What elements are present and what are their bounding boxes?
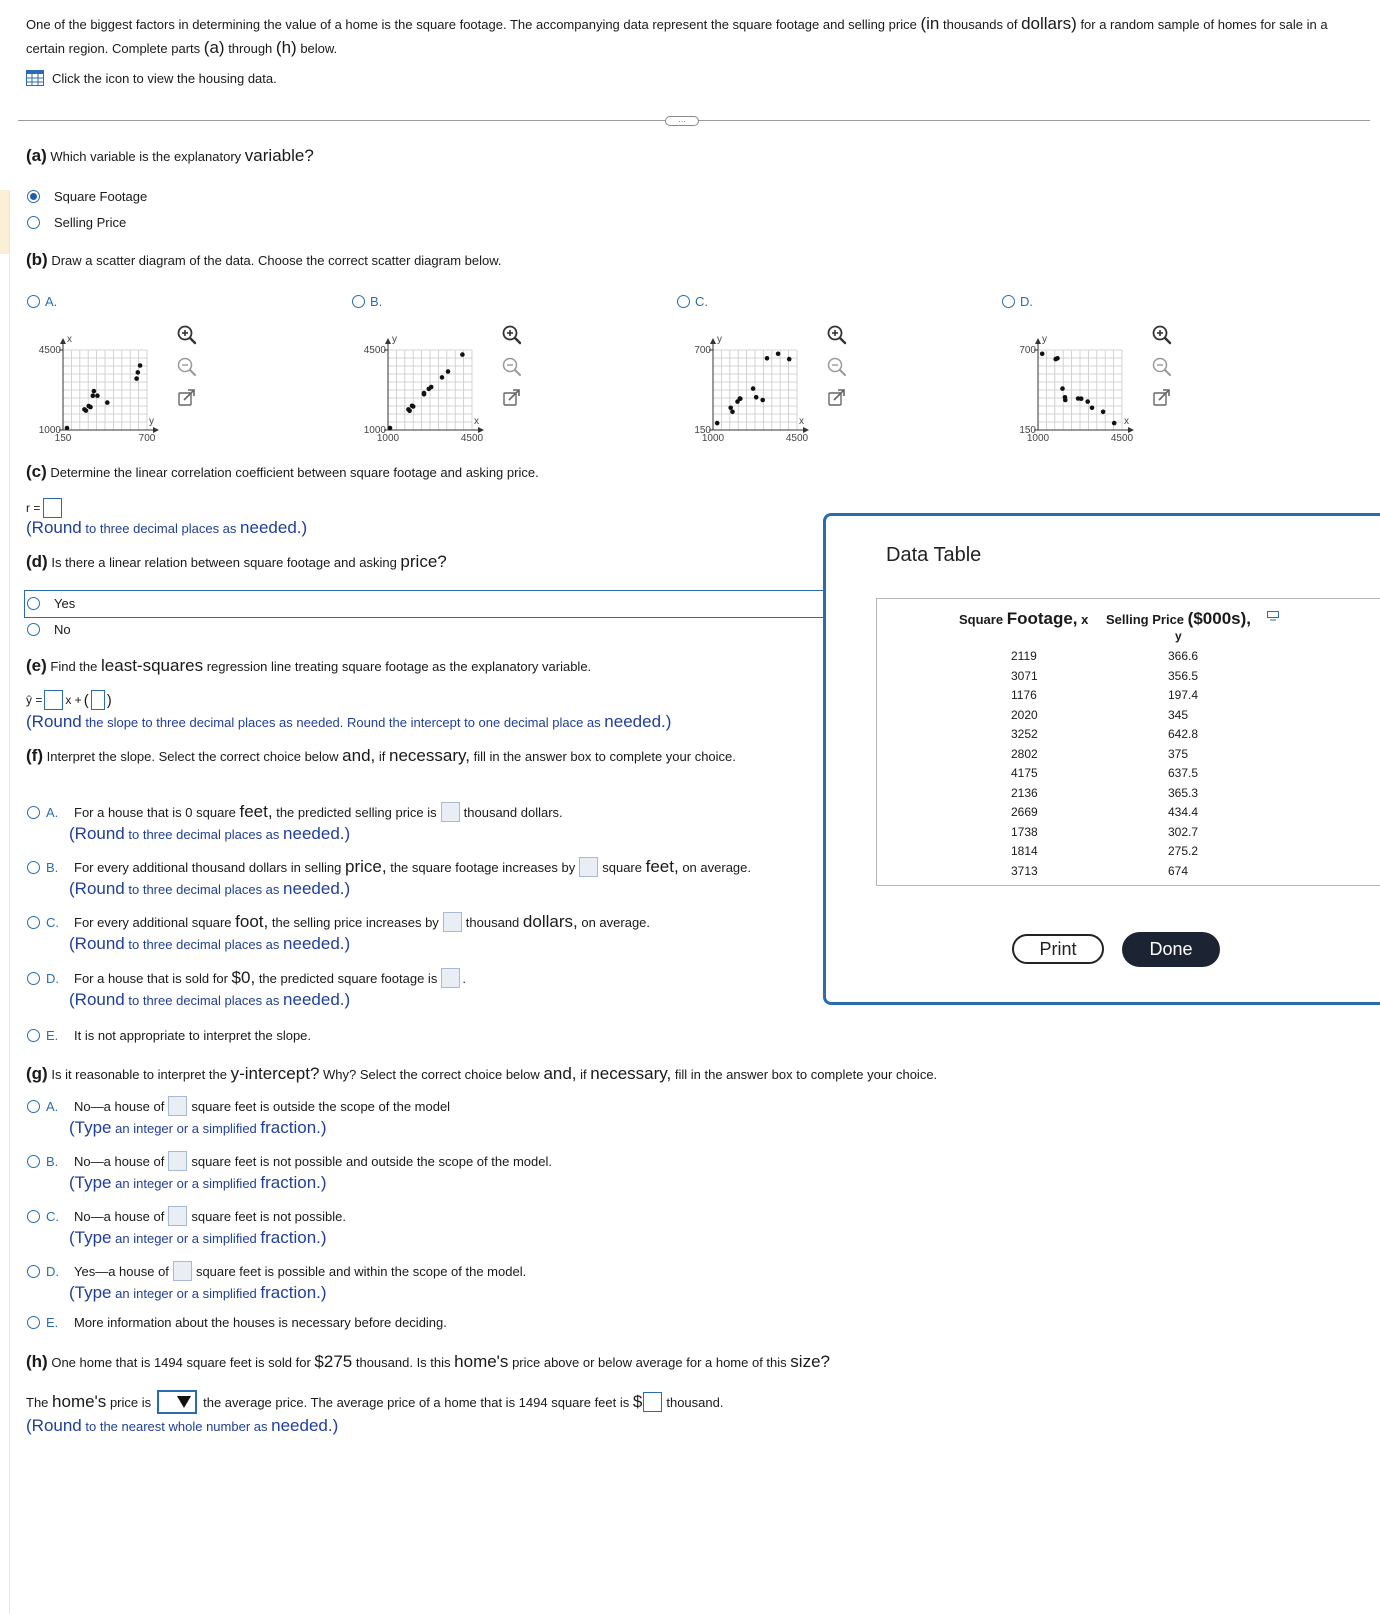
intercept-input[interactable] [91,690,105,710]
scatter-plot-b [352,312,502,452]
part-d-options [27,591,75,641]
radio-button[interactable] [27,216,40,229]
data-point [776,352,781,357]
part-f-option-c[interactable] [27,912,650,932]
option-text: square feet is possible and within the scope of the model. [195,1263,527,1279]
radio-button[interactable] [27,916,40,929]
radio-button[interactable] [27,1265,40,1278]
y-axis-label: y [717,334,722,345]
option-text: No—a house of [74,1098,165,1114]
radio-button[interactable] [27,806,40,819]
option-letter: C. [695,294,708,309]
x-tick-label: 1000 [701,433,725,444]
part-g-a-hint: (Type an integer or a simplified fraction.) [69,1118,327,1137]
option-text: the predicted square footage is [258,970,438,986]
cell-square-footage: 2119 [1011,649,1037,663]
cell-selling-price: 674 [1168,863,1189,878]
data-point [1040,352,1045,357]
yhat-label: ŷ = [26,693,43,707]
option-text: feet, [645,857,679,876]
radio-button[interactable] [27,597,40,610]
radio-button[interactable] [27,1155,40,1168]
option-c-input[interactable] [168,1206,187,1226]
y-axis-arrow-icon [385,338,391,344]
radio-button[interactable] [27,1029,40,1042]
part-h-question: (h) One home that is 1494 square feet is sold for $275 thousand. Is this home's price above or below average for a home of this size? [26,1352,830,1371]
data-point [460,352,465,357]
part-h-answer-row [26,1390,723,1414]
answer-text: the average price. The average price of a home that is 1494 square feet is [203,1394,630,1410]
data-point [728,406,733,411]
data-point [787,357,792,362]
print-button[interactable]: Print [1012,934,1104,964]
data-point [84,408,89,413]
y-tick-label: 1000 [38,425,61,436]
data-point [1055,356,1060,361]
part-f-b-hint: (Round to three decimal places as needed.) [69,879,351,898]
dropdown-arrow-icon[interactable] [177,1396,191,1408]
part-e-hint: (Round the slope to three decimal places as needed. Round the intercept to one decimal place as needed.) [26,712,672,731]
data-point [407,409,412,414]
data-point [738,396,743,401]
option-text: square feet is outside the scope of the model [191,1098,451,1114]
option-label: No [54,621,71,637]
y-tick-label: 150 [694,425,711,436]
data-point [754,395,759,400]
cell-square-footage: 2136 [1011,785,1038,800]
option-text: square feet is not possible. [191,1208,346,1224]
zoom-out-icon[interactable] [826,356,848,378]
scatter-option-c[interactable] [677,294,708,309]
y-axis-arrow-icon [60,338,66,344]
plot-grid [713,350,797,430]
data-point [446,369,451,374]
plot-grid [63,350,147,430]
data-point [1063,398,1068,403]
part-g-c-hint: (Type an integer or a simplified fraction.) [69,1228,327,1247]
part-f-option-d[interactable] [27,968,466,988]
answer-text: The [26,1394,49,1410]
cell-selling-price: 275.2 [1168,844,1199,858]
part-h-hint: (Round to the nearest whole number as needed.) [26,1416,339,1435]
option-b-input[interactable] [579,857,598,877]
radio-button[interactable] [27,1210,40,1223]
option-text: feet, [239,802,273,821]
y-tick-label: 150 [1019,425,1036,436]
cell-square-footage: 1738 [1011,824,1038,839]
scatter-plot-c [677,312,827,452]
scatter-plot-a [27,312,177,452]
r-label: r = [26,501,41,515]
r-input[interactable] [43,498,62,518]
part-f-a-hint: (Round to three decimal places as needed.) [69,824,351,843]
data-point [422,392,427,397]
data-point [92,389,97,394]
data-point [751,386,756,391]
option-text: Yes—a house of [74,1263,169,1279]
answer-text: thousand. [666,1394,724,1410]
option-text: square [602,859,642,875]
data-point [138,363,143,368]
option-letter: E. [46,1028,59,1043]
plot-grid [1038,350,1122,430]
part-a-options [27,184,147,234]
cell-square-footage: 3713 [1011,863,1038,878]
x-tick-label: 4500 [460,433,484,444]
option-square-footage[interactable] [27,184,147,208]
slope-input[interactable] [44,690,63,710]
option-letter: D. [46,970,59,986]
radio-button[interactable] [27,972,40,985]
open-external-icon[interactable] [1151,388,1173,410]
radio-button[interactable] [27,1100,40,1113]
data-point [136,370,141,375]
data-point [730,410,735,415]
scatter-option-d[interactable] [1002,294,1033,309]
r-answer-row [26,498,62,518]
expand-more-button[interactable]: … [665,116,699,126]
cell-selling-price: 434.4 [1168,805,1199,819]
option-no[interactable] [27,617,75,641]
answer-text: $ [632,1392,643,1411]
option-label: Yes [54,595,76,611]
data-point [388,426,393,431]
cell-selling-price: 375 [1168,746,1189,761]
option-a-input[interactable] [441,802,460,822]
option-d-input[interactable] [441,968,460,988]
option-text: the selling price increases by [271,914,439,930]
option-text: on average. [581,914,651,930]
cell-square-footage: 3252 [1011,727,1038,741]
data-point [65,426,70,431]
part-g-option-e[interactable] [27,1315,447,1330]
option-selling-price[interactable] [27,210,147,234]
cell-square-footage: 1176 [1011,688,1037,702]
housing-data-link-text[interactable]: Click the icon to view the housing data. [52,70,277,86]
part-g-d-hint: (Type an integer or a simplified fraction.) [69,1283,327,1302]
x-tick-label: 4500 [785,433,809,444]
paren-open: ( [83,691,89,709]
option-text: For a house that is sold for [74,970,228,986]
option-d-input[interactable] [173,1261,192,1281]
cell-selling-price: 345 [1168,707,1189,722]
part-f-option-a[interactable] [27,802,563,822]
column-subheader-y: y [1175,629,1182,643]
option-text: the square footage increases by [390,859,576,875]
part-g-question: (g) Is it reasonable to interpret the y-intercept? Why? Select the correct choice below and, if necessary, fill in the answer box to complete your choice. [26,1064,938,1083]
cell-square-footage: 2802 [1011,746,1038,761]
zoom-out-icon[interactable] [176,356,198,378]
chart-tools [501,324,523,410]
x-axis-label: x [1124,416,1129,427]
x-plus-label: x + [65,693,82,707]
zoom-out-icon[interactable] [501,356,523,378]
data-point [440,375,445,380]
option-letter: C. [46,1208,59,1224]
part-g-option-c[interactable] [27,1206,346,1226]
chart-tools [176,324,198,410]
above-below-dropdown[interactable] [157,1390,197,1414]
data-point [715,421,720,426]
option-text: $0, [231,968,256,987]
option-letter: B. [370,294,383,309]
option-yes[interactable] [27,591,75,615]
option-b-input[interactable] [168,1151,187,1171]
cell-square-footage: 1814 [1011,844,1038,858]
part-g-option-d[interactable] [27,1261,526,1281]
option-letter: B. [46,1153,59,1169]
part-d-question: (d) Is there a linear relation between square footage and asking price? [26,552,447,571]
data-point [429,385,434,390]
housing-data-link[interactable] [26,70,277,86]
option-text: . [462,970,466,986]
answer-text: home's [52,1392,107,1411]
part-g-option-a[interactable] [27,1096,450,1116]
radio-button[interactable] [1002,295,1015,308]
zoom-in-icon[interactable] [501,324,523,346]
option-text: For every additional thousand dollars in selling [74,859,342,875]
cell-selling-price: 365.3 [1168,785,1199,800]
radio-button[interactable] [27,623,40,636]
radio-button[interactable] [27,190,40,203]
zoom-in-icon[interactable] [1151,324,1173,346]
data-point [760,398,765,403]
cell-square-footage: 3071 [1011,668,1038,683]
y-axis-label: x [67,334,72,345]
part-f-d-hint: (Round to three decimal places as needed.) [69,990,351,1009]
column-header-square-footage: Square Footage, x [959,609,1089,628]
data-point [765,356,770,361]
option-text: dollars, [522,912,578,931]
zoom-out-icon[interactable] [1151,356,1173,378]
option-letter: E. [46,1315,59,1330]
option-text: foot, [235,912,269,931]
open-external-icon[interactable] [501,388,523,410]
x-tick-label: 150 [54,433,72,444]
x-axis-label: y [149,416,154,427]
y-axis-label: y [392,334,397,345]
part-e-question: (e) Find the least-squares regression line treating square footage as the explanatory variable. [26,656,592,675]
open-external-icon[interactable] [826,388,848,410]
option-text: It is not appropriate to interpret the slope. [74,1028,312,1043]
radio-button[interactable] [352,295,365,308]
open-external-icon[interactable] [176,388,198,410]
cell-selling-price: 637.5 [1168,766,1199,780]
data-point [1090,406,1095,411]
done-button[interactable]: Done [1122,932,1220,967]
data-point [105,400,110,405]
part-f-option-b[interactable] [27,857,751,877]
part-a-question: (a) Which variable is the explanatory variable? [26,146,314,165]
part-g-option-b[interactable] [27,1151,552,1171]
data-point [1060,386,1065,391]
x-axis-label: x [799,416,804,427]
option-text: More information about the houses is necessary before deciding. [74,1315,447,1330]
answered-indicator [0,190,9,254]
option-text: price, [345,857,387,876]
part-c-question: (c) Determine the linear correlation coefficient between square footage and asking price. [26,462,539,481]
cell-square-footage: 2020 [1011,707,1038,722]
left-guide-line [9,190,10,1614]
answer-text: price is [109,1394,152,1410]
radio-button[interactable] [677,295,690,308]
part-f-question: (f) Interpret the slope. Select the correct choice below and, if necessary, fill in the answer box to complete your choice. [26,746,736,765]
data-point [134,376,139,381]
option-text: thousand dollars. [463,804,563,820]
data-point [1112,421,1117,426]
cell-selling-price: 302.7 [1168,824,1199,839]
table-icon[interactable] [26,70,44,86]
focused-option-outline [24,590,824,618]
problem-intro: One of the biggest factors in determining the value of a home is the square footage. The accompanying data represent the square footage and selling price (in thousands of dollars) for a random sample of homes for sale in a certain region. Complete parts (a) through (h) below. [26,14,1328,57]
data-point [88,405,93,410]
copy-icon[interactable] [1267,611,1279,621]
cell-square-footage: 2669 [1011,805,1038,819]
data-point [1079,396,1084,401]
cell-selling-price: 356.5 [1168,668,1199,683]
option-letter: A. [46,1098,59,1114]
part-b-question: (b) Draw a scatter diagram of the data. Choose the correct scatter diagram below. [26,250,502,269]
option-letter: D. [1020,294,1033,309]
y-tick-label: 4500 [38,345,61,356]
y-axis-label: y [1042,334,1047,345]
housing-data-table [876,598,1380,886]
y-tick-label: 700 [1019,345,1036,356]
regression-equation [26,690,112,710]
chart-tools [826,324,848,410]
option-letter: B. [46,859,59,875]
cell-selling-price: 197.4 [1168,688,1199,702]
scatter-plot-d [1002,312,1152,452]
cell-square-footage: 4175 [1011,766,1038,780]
x-tick-label: 1000 [376,433,400,444]
option-text: No—a house of [74,1208,165,1224]
x-tick-label: 1000 [1026,433,1050,444]
option-text: thousand [465,914,520,930]
data-point [91,393,96,398]
zoom-in-icon[interactable] [176,324,198,346]
option-text: the predicted selling price is [276,804,437,820]
part-f-option-e[interactable] [27,1028,311,1043]
option-a-input[interactable] [168,1096,187,1116]
scatter-option-b[interactable] [352,294,382,309]
option-label: Selling Price [54,214,127,230]
x-tick-label: 4500 [1110,433,1134,444]
option-letter: C. [46,914,59,930]
data-point [411,404,416,409]
data-point [95,393,100,398]
y-axis-arrow-icon [1035,338,1041,344]
chart-tools [1151,324,1173,410]
option-text: square feet is not possible and outside the scope of the model. [191,1153,552,1169]
part-g-b-hint: (Type an integer or a simplified fraction.) [69,1173,327,1192]
option-text: For every additional square [74,914,232,930]
part-c-hint: (Round to three decimal places as needed.) [26,518,308,537]
dialog-title: Data Table [886,544,982,566]
option-letter: D. [46,1263,59,1279]
cell-selling-price: 642.8 [1168,727,1199,741]
y-axis-arrow-icon [710,338,716,344]
radio-button[interactable] [27,295,40,308]
y-tick-label: 700 [694,345,711,356]
option-text: For a house that is 0 square [74,804,236,820]
cell-selling-price: 366.6 [1168,649,1199,663]
y-tick-label: 1000 [363,425,386,436]
option-letter: A. [46,804,59,820]
radio-button[interactable] [27,1316,40,1329]
x-tick-label: 700 [138,433,156,444]
column-header-selling-price: Selling Price ($000s), [1106,609,1251,628]
option-text: No—a house of [74,1153,165,1169]
option-c-input[interactable] [443,912,462,932]
radio-button[interactable] [27,861,40,874]
data-point [1085,399,1090,404]
option-letter: A. [45,294,58,309]
x-axis-label: x [474,416,479,427]
option-text: on average. [682,859,751,875]
data-table-dialog[interactable] [823,513,1380,1005]
scatter-option-a[interactable] [27,294,57,309]
y-tick-label: 4500 [363,345,386,356]
paren-close: ) [106,691,112,709]
option-label: Square Footage [54,188,148,204]
part-f-c-hint: (Round to three decimal places as needed.) [69,934,351,953]
data-point [1101,410,1106,415]
average-price-input[interactable] [643,1392,662,1412]
zoom-in-icon[interactable] [826,324,848,346]
